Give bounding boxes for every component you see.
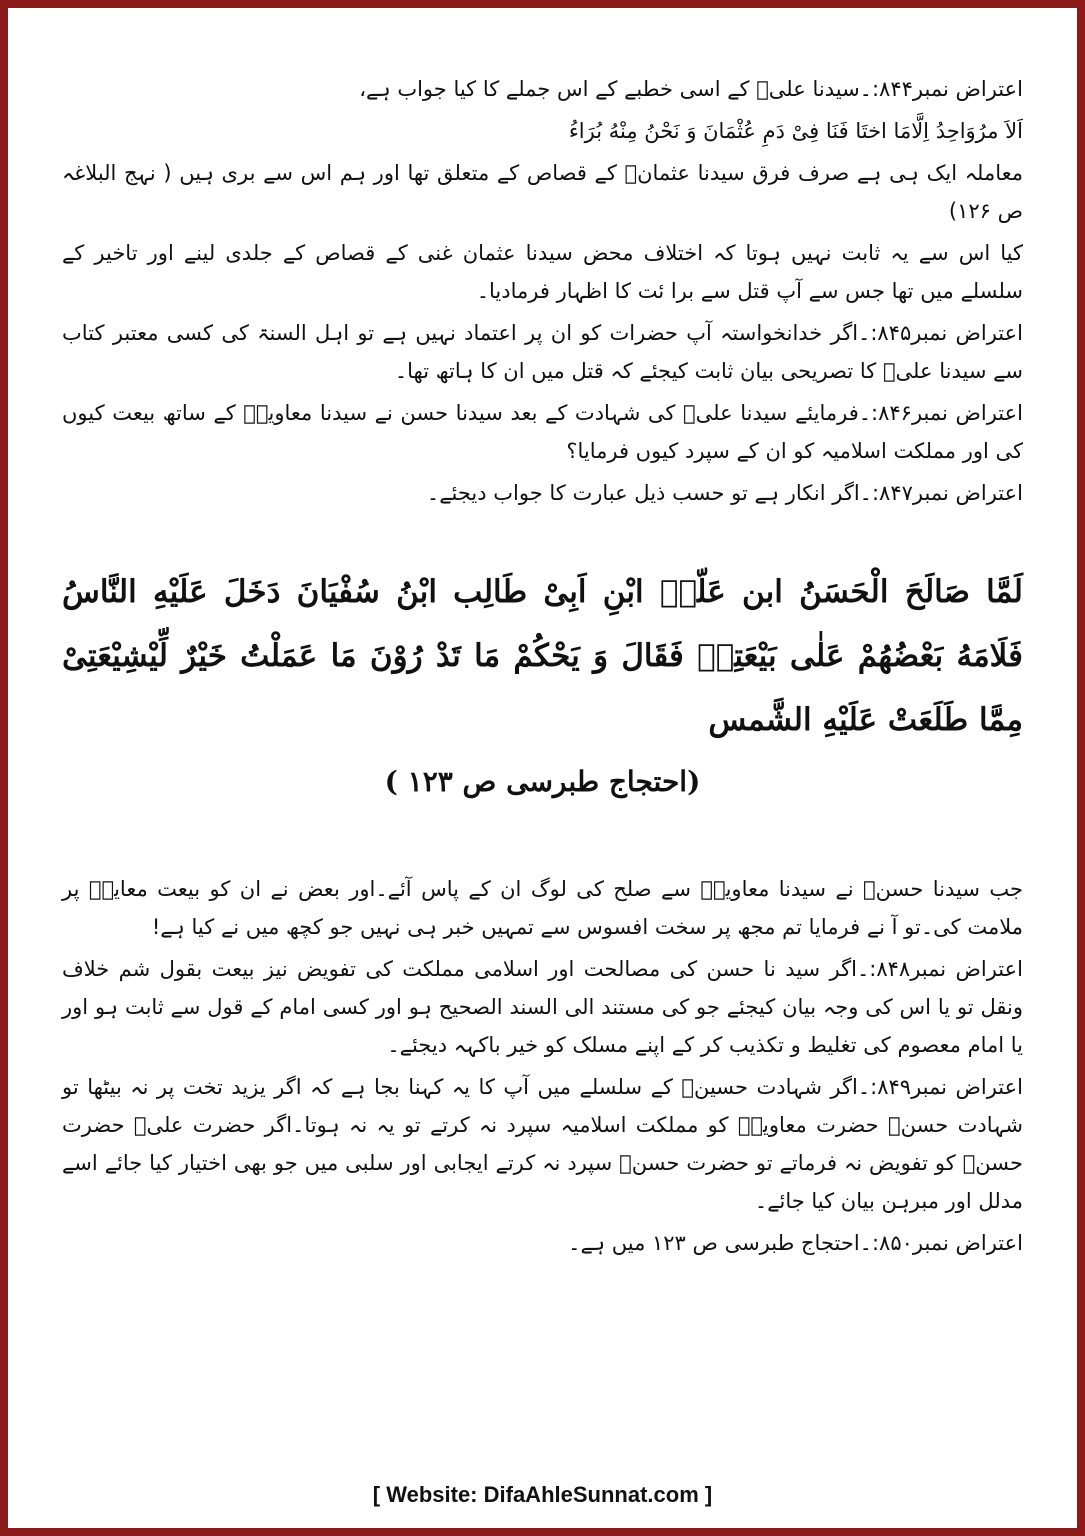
sermon-question: کیا اس سے یہ ثابت نہیں ہوتا کہ اختلاف محض سیدنا عثمان غنی کے قصاص کے جلدی لینے اور تاخیر کے سلسلے میں تھا جس سے آپ قتل سے برا ئت کا اظہار فرمادیا۔ [62,241,1023,303]
objection-848: اعتراض نمبر۸۴۸:۔اگر سید نا حسن کی مصالحت اور اسلامی مملکت کی تفویض نیز بیعت بقول شم خلاف ونقل تو یا اس کی وجہ بیان کیجئے جو کی مستند الی السند الصحیح ہو اور کسی امام کے قول سے ثابت ہو اور یا امام معصوم کی تغلیط و تکذیب کر کے اپنے مسلک کو خیر باکہہ دیجئے۔ [62,957,1023,1057]
objection-844: اعتراض نمبر۸۴۴:۔سیدنا علیؓ کے اسی خطبے کے اس جملے کا کیا جواب ہے، [359,77,1023,101]
arabic-quote-reference: (احتجاج طبرسی ص ۱۲۳ ) [384,765,701,798]
document-body [62,70,1023,1266]
objection-849: اعتراض نمبر۸۴۹:۔اگر شہادت حسینؓ کے سلسلے میں آپ کا یہ کہنا بجا ہے کہ اگر یزید تخت پر نہ بیٹھا تو شہادت حسنؓ حضرت معاویہؓ کو مملکت اسلامیہ سپرد نہ کرتے تو یہ نہ ہوتا۔اگر حضرت علیؓ حضرت حسنؓ کو تفویض نہ فرماتے تو حضرت حسنؓ سپرد نہ کرتے ایجابی اور سلبی میں جو بھی اختیار کیا جائے اسے مدلل اور مبرہن بیان کیا جائے۔ [62,1075,1023,1213]
arabic-quote-text: لَمَّا صَالَحَ الْحَسَنُ ابن عَلّےِ ابْنِ اَبِیْ طَالِب ابْنُ سُفْيَانَ دَخَلَ عَلَيْهِ النَّاسُ فَلَامَهُ بَعْضُهُمْ عَلٰى بَيْعَتِهٖ فَقَالَ وَ يَحْكُمْ مَا تَدْ رُوْنَ مَا عَمَلْتُ خَيْرٌ لِّيْشِيْعَتِیْ مِمَّا طَلَعَتْ عَلَيْهِ الشَّمس [62,574,1023,738]
sermon-explanation: معاملہ ایک ہی ہے صرف فرق سیدنا عثمانؓ کے قصاص کے متعلق تھا اور ہم اس سے بری ہیں ( نہج البلاغہ ص ۱۲۶) [62,161,1023,223]
quote-translation: جب سیدنا حسنؓ نے سیدنا معاویہؓ سے صلح کی لوگ ان کے پاس آئے۔اور بعض نے ان کو بیعت معایہؓ پر ملامت کی۔تو آ نے فرمایا تم مجھ پر سخت افسوس سے تمہیں خبر ہی نہیں جو کچھ میں نے کیا ہے! [62,877,1023,939]
website-footer: [ Website: DifaAhleSunnat.com ] [372,1482,713,1507]
objection-850: اعتراض نمبر۸۵۰:۔احتجاج طبرسی ص ۱۲۳ میں ہے۔ [568,1231,1023,1255]
objection-845: اعتراض نمبر۸۴۵:۔اگر خدانخواستہ آپ حضرات کو ان پر اعتماد نہیں ہے تو اہل السنۃ کی کسی معتبر کتاب سے سیدنا علیؓ کا تصریحی بیان ثابت کیجئے کہ قتل میں ان کا ہاتھ تھا۔ [62,321,1023,383]
objection-847: اعتراض نمبر۸۴۷:۔اگر انکار ہے تو حسب ذیل عبارت کا جواب دیجئے۔ [426,481,1023,505]
arabic-sermon-quote: اَلاَ مرُوَاحِدُ اِلَّامَا اختَا فَنَا فِیْ دَمِ عُثْمَانَ وَ نَحْنُ مِنْهُ بُرَاءُ [568,119,1023,143]
arabic-quote-block [62,560,1023,812]
objection-846: اعتراض نمبر۸۴۶:۔فرمایئے سیدنا علیؓ کی شہادت کے بعد سیدنا حسن نے سیدنا معاویہؓ کے ساتھ بیعت کیوں کی اور مملکت اسلامیہ کو ان کے سپرد کیوں فرمایا؟ [62,401,1023,463]
